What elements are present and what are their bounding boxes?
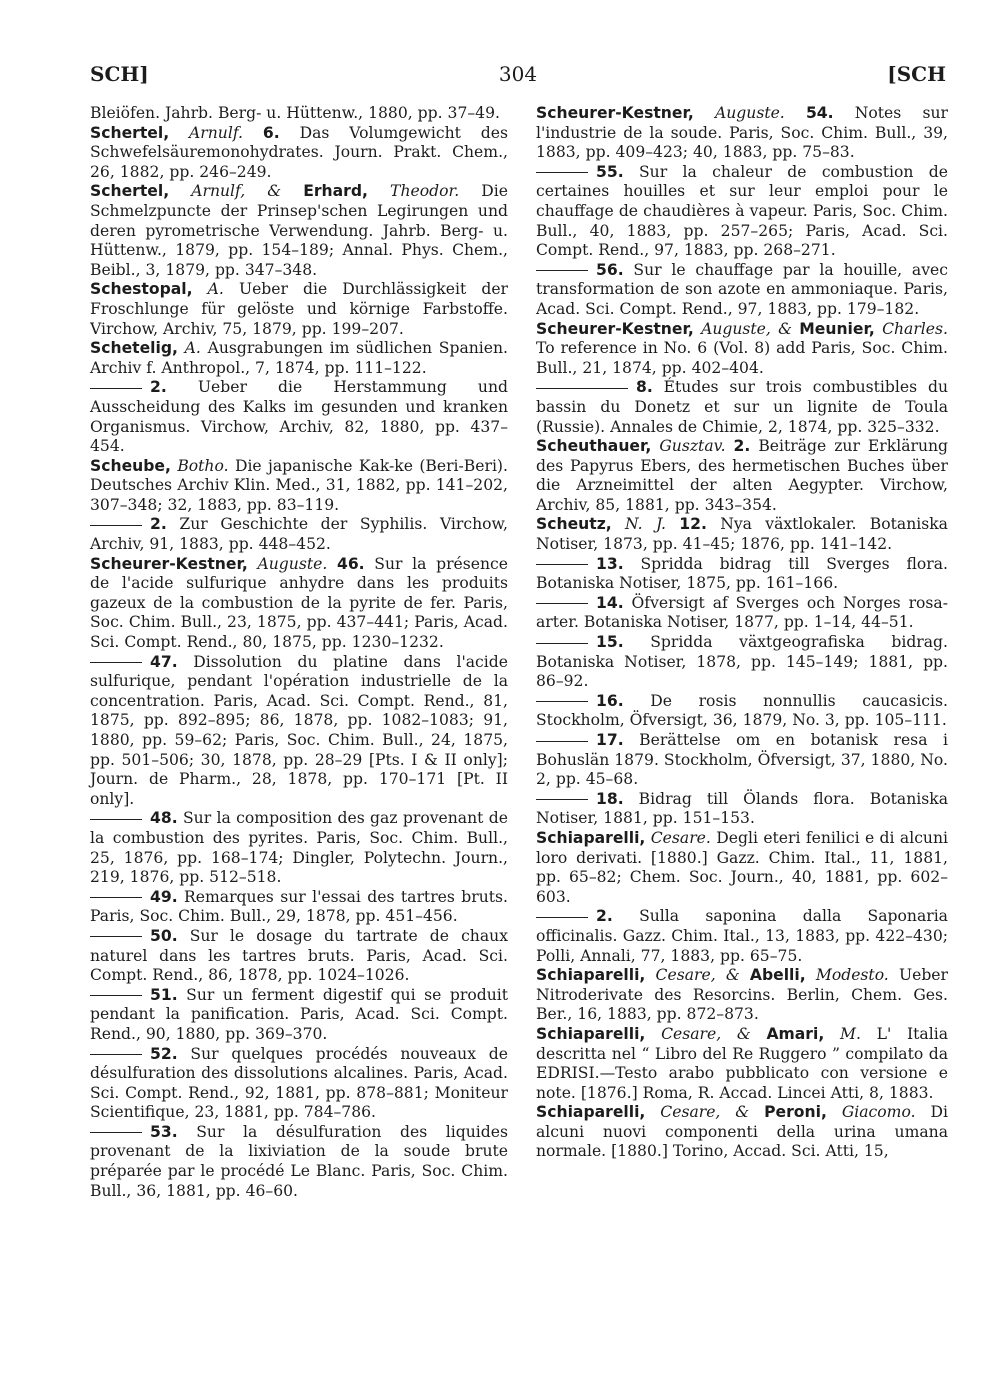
entry-text: Degli eteri fenilici e di alcuni loro derivati. [1880.] Gazz. Chim. Ital., 11, 1881, pp. 65–82; Chem. Soc. Journ., 40, 1881, pp. 602–603. [536, 828, 948, 906]
entry-number: 50. [150, 926, 178, 945]
entry-text: Beiträge zur Erklärung des Papyrus Ebers, des hermetischen Buches über die Arzneimittel der alten Aegypter. Virchow, Archiv, 85, 1881, pp. 343–354. [536, 437, 949, 514]
ditto-dash [536, 643, 588, 644]
entry-text: Sur la chaleur de combustion de certaines houilles et sur leur emploi pour le chauffage de chaudières à vapeur. Paris, Soc. Chim. Bull., 40, 1883, pp. 257–265; Paris, Acad. Sci. Compt. Rend., 97, 1883, pp. 268–271. [536, 162, 949, 260]
entry-number: 49. [150, 887, 178, 906]
entry-number: 52. [150, 1044, 178, 1063]
entry-text: Dissolution du platine dans l'acide sulfurique, pendant l'opération industrielle de la concentration. Paris, Acad. Sci. Compt. Rend., 81, 1875, pp. 892–895; 86, 1878, pp. 1082–1083; 91, 1880, pp. 59–62; Paris, Soc. Chim. Bull., 24, 1875, pp. 501–506; 30, 1878, pp. 28–29 [Pts. I & II only]; Journ. de Pharm., 28, 1878, pp. 170–171 [Pt. II only]. [90, 652, 508, 808]
entry-text: Bleiöfen. Jahrb. Berg- u. Hüttenw., 1880, pp. 37–49. [90, 104, 500, 122]
entry-author-given-name: Botho. [177, 456, 229, 475]
ditto-dash [536, 917, 588, 918]
entry-author: Schertel, [90, 123, 170, 142]
bibliography-entry [90, 378, 508, 456]
ditto-dash [536, 172, 588, 173]
ditto-dash [536, 799, 588, 800]
entry-text: Berättelse om en botanisk resa i Bohuslän 1879. Stockholm, Öfversigt, 37, 1880, No. 2, pp. 45–68. [536, 731, 948, 789]
entry-author-given-name: A. [207, 280, 224, 299]
bibliography-entry [536, 261, 948, 320]
entry-author-given-name: A. [184, 339, 201, 358]
header-left: SCH] [90, 62, 149, 86]
bibliography-entry [90, 555, 508, 653]
entry-text: Das Volumgewicht des Schwefelsäuremonohydrates. Journ. Prakt. Chem., 26, 1882, pp. 246–249. [90, 123, 508, 181]
ditto-dash [90, 897, 142, 898]
entry-author: Scheurer-Kestner, [90, 554, 248, 573]
entry-text: Ueber Nitroderivate des Resorcins. Berlin, Chem. Ges. Ber., 16, 1883, pp. 872–873. [536, 966, 948, 1024]
bibliography-entry [90, 888, 508, 927]
entry-text: Ueber die Durchlässigkeit der Froschlunge für gelöste und körnige Farbstoffe. Virchow, Archiv, 75, 1879, pp. 199–207. [90, 280, 508, 338]
entry-number: 2. [733, 437, 751, 456]
bibliography-entry [536, 594, 948, 633]
ditto-dash [90, 936, 142, 937]
entry-author: Scheube, [90, 456, 171, 475]
entry-text: Sur quelques procédés nouveaux de désulfuration des dissolutions alcalines. Paris, Acad. Sci. Compt. Rend., 92, 1881, pp. 878–881; Moniteur Scientifique, 23, 1881, pp. 784–786. [90, 1044, 508, 1122]
bibliography-entry [536, 437, 948, 515]
bibliography-entry [536, 692, 948, 731]
entry-author: Schetelig, [90, 339, 178, 358]
bibliography-entry [90, 1045, 508, 1123]
entry-text: Notes sur l'industrie de la soude. Paris, Soc. Chim. Bull., 39, 1883, pp. 409–423; 40, 1883, pp. 75–83. [536, 104, 948, 162]
entry-author-given-name: Cesare, & [660, 1103, 765, 1122]
ditto-dash [90, 995, 142, 996]
ditto-dash [90, 1054, 142, 1055]
left-column [90, 104, 508, 1201]
entry-coauthor-given-name: Theodor. [390, 182, 460, 201]
entry-number: 2. [150, 515, 167, 534]
entry-text: Die japanische Kak-ke (Beri-Beri). Deutsches Archiv Klin. Med., 31, 1882, pp. 141–202, 307–348; 32, 1883, pp. 83–119. [90, 456, 508, 514]
entry-number: 47. [150, 652, 178, 671]
ditto-dash [90, 525, 142, 526]
bibliography-entry [90, 182, 508, 280]
entry-author-given-name: Arnulf. [189, 123, 244, 142]
entry-number: 16. [596, 691, 624, 710]
bibliography-entry [90, 653, 508, 810]
entry-author-given-name: Gusztav. [659, 437, 726, 456]
bibliography-entry [536, 731, 948, 790]
bibliography-entry [536, 633, 948, 692]
page-number: 304 [498, 62, 538, 86]
entry-text: Sur la désulfuration des liquides provenant de la lixiviation de la soude brute préparée par le procédé Le Blanc. Paris, Soc. Chim. Bull., 36, 1881, pp. 46–60. [90, 1122, 508, 1200]
entry-author: Scheurer-Kestner, [536, 104, 694, 122]
entry-text: Bidrag till Ölands flora. Botaniska Notiser, 1881, pp. 151–153. [536, 789, 948, 828]
entry-text: Sur la présence de l'acide sulfurique anhydre dans les produits gazeux de la combustion de la pyrite de fer. Paris, Soc. Chim. Bull., 23, 1875, pp. 437–441; Paris, Acad. Sci. Compt. Rend., 80, 1875, pp. 1230–1232. [90, 554, 509, 652]
entry-coauthor: Peroni, [764, 1103, 827, 1122]
entry-coauthor: Abelli, [749, 966, 806, 985]
page-header [90, 62, 946, 92]
entry-author-given-name: Auguste. [257, 554, 328, 573]
bibliography-entry [90, 104, 508, 124]
bibliography-entry [536, 320, 948, 379]
bibliography-entry [536, 104, 948, 163]
entry-text: Sur un ferment digestif qui se produit pendant la panification. Paris, Acad. Sci. Compt. Rend., 90, 1880, pp. 369–370. [90, 985, 508, 1043]
entry-coauthor: Erhard, [303, 182, 368, 201]
entry-number: 46. [336, 554, 365, 573]
ditto-dash [536, 603, 588, 604]
entry-author: Scheurer-Kestner, [536, 319, 694, 338]
entry-text: Ueber die Herstammung und Ausscheidung des Kalks im gesunden und kranken Organismus. Virchow, Archiv, 82, 1880, pp. 437–454. [90, 378, 508, 456]
entry-author: Schiaparelli, [536, 1103, 646, 1122]
entry-coauthor-given-name: Charles. [882, 319, 948, 338]
entry-author-given-name: Auguste, & [701, 319, 800, 338]
entry-number: 14. [596, 593, 624, 612]
entry-number: 55. [596, 162, 624, 181]
ditto-dash [536, 564, 588, 565]
bibliography-entry [90, 457, 508, 516]
bibliography-entry [536, 1103, 948, 1162]
entry-coauthor-given-name: Modesto. [815, 966, 889, 985]
bibliography-entry [90, 1123, 508, 1201]
entry-author: Scheutz, [536, 515, 612, 534]
entry-text: Spridda bidrag till Sverges flora. Botaniska Notiser, 1875, pp. 161–166. [536, 554, 948, 593]
entry-number: 2. [150, 378, 167, 397]
entry-coauthor: Meunier, [799, 319, 875, 338]
bibliography-entry [90, 986, 508, 1045]
bibliography-entry [536, 555, 948, 594]
entry-author-given-name: N. J. [625, 515, 666, 534]
entry-number: 54. [805, 104, 834, 122]
bibliography-entry [90, 927, 508, 986]
bibliography-entry [90, 515, 508, 554]
entry-text: Remarques sur l'essai des tartres bruts. Paris, Soc. Chim. Bull., 29, 1878, pp. 451–456. [90, 887, 508, 926]
entry-author-given-name: Cesare, & [655, 966, 750, 985]
bibliography-entry [90, 280, 508, 339]
entry-author-given-name: Cesare, & [661, 1024, 767, 1043]
entry-text: Sur le chauffage par la houille, avec transformation de son azote en ammoniaque. Paris, Acad. Sci. Compt. Rend., 97, 1883, pp. 179–182. [536, 260, 948, 318]
bibliography-entry [536, 515, 948, 554]
ditto-dash [536, 741, 588, 742]
entry-number: 13. [596, 554, 624, 573]
entry-text: Études sur trois combustibles du bassin du Donetz et sur un lignite de Toula (Russie). Annales de Chimie, 2, 1874, pp. 325–332. [536, 378, 948, 436]
entry-text: Sulla saponina dalla Saponaria officinalis. Gazz. Chim. Ital., 13, 1883, pp. 422–430; Polli, Annali, 77, 1883, pp. 65–75. [536, 907, 948, 965]
entry-author-given-name: Arnulf, & [191, 182, 304, 201]
bibliography-entry [536, 829, 948, 907]
bibliography-entry [90, 809, 508, 887]
entry-text: Sur la composition des gaz provenant de la combustion des pyrites. Paris, Soc. Chim. Bull., 25, 1876, pp. 168–174; Dingler, Polytechn. Journ., 219, 1876, pp. 512–518. [90, 809, 508, 887]
entry-author-given-name: Auguste. [714, 104, 785, 122]
ditto-dash [90, 662, 142, 663]
bibliography-entry [90, 339, 508, 378]
entry-author: Schiaparelli, [536, 966, 646, 985]
right-column [536, 104, 948, 1162]
ditto-dash [536, 701, 588, 702]
entry-number: 51. [150, 985, 178, 1004]
bibliography-entry [90, 124, 508, 183]
entry-coauthor-given-name: M. [840, 1024, 861, 1043]
entry-text: Di alcuni nuovi componenti della urina umana normale. [1880.] Torino, Accad. Sci. Atti, 15, [536, 1103, 948, 1161]
entry-text: To reference in No. 6 (Vol. 8) add Paris, Soc. Chim. Bull., 21, 1874, pp. 402–404. [536, 339, 948, 377]
ditto-dash [90, 388, 142, 389]
bibliography-entry [536, 966, 948, 1025]
entry-text: Die Schmelzpuncte der Prinsep'schen Legirungen und deren pyrometrische Verwendung. Jahrb. Berg- u. Hüttenw., 1879, pp. 154–189; Annal. Phys. Chem., Beibl., 3, 1879, pp. 347–348. [90, 182, 508, 279]
entry-text: De rosis nonnullis caucasicis. Stockholm, Öfversigt, 36, 1879, No. 3, pp. 105–111. [536, 691, 948, 730]
entry-number: 6. [262, 123, 280, 142]
entry-number: 48. [150, 809, 178, 828]
entry-coauthor: Amari, [766, 1024, 825, 1043]
entry-text: Ausgrabungen im südlichen Spanien. Archiv f. Anthropol., 7, 1874, pp. 111–122. [90, 339, 508, 377]
bibliography-entry [536, 1025, 948, 1103]
entry-author-given-name: Cesare. [650, 828, 711, 847]
ditto-dash [536, 388, 628, 389]
entry-author: Scheuthauer, [536, 437, 652, 456]
entry-text: Sur le dosage du tartrate de chaux naturel dans les tartres bruts. Paris, Acad. Sci. Compt. Rend., 86, 1878, pp. 1024–1026. [90, 926, 508, 985]
entry-author: Schertel, [90, 182, 170, 201]
entry-author: Schiaparelli, [536, 1024, 646, 1043]
entry-text: Nya växtlokaler. Botaniska Notiser, 1873, pp. 41–45; 1876, pp. 141–142. [536, 515, 948, 554]
entry-text: Zur Geschichte der Syphilis. Virchow, Archiv, 91, 1883, pp. 448–452. [90, 515, 508, 554]
entry-coauthor-given-name: Giacomo. [841, 1103, 916, 1122]
bibliography-entry [536, 907, 948, 966]
entry-text: Öfversigt af Sverges och Norges rosa-arter. Botaniska Notiser, 1877, pp. 1–14, 44–51. [536, 593, 948, 632]
entry-author: Schiaparelli, [536, 828, 646, 847]
header-right: [SCH [887, 62, 946, 86]
entry-number: 56. [596, 260, 624, 279]
ditto-dash [536, 270, 588, 271]
entry-text: L' Italia descritta nel “ Libro del Re Ruggero ” compilato da EDRISI.—Testo arabo pubblicato con versione e note. [1876.] Roma, R. Accad. Lincei Atti, 8, 1883. [536, 1024, 948, 1102]
bibliography-entry [536, 163, 948, 261]
entry-text: Spridda växtgeografiska bidrag. Botaniska Notiser, 1878, pp. 145–149; 1881, pp. 86–92. [536, 633, 948, 691]
ditto-dash [90, 1132, 142, 1133]
entry-number: 2. [596, 907, 613, 926]
entry-number: 8. [636, 378, 653, 397]
bibliography-entry [536, 378, 948, 437]
ditto-dash [90, 819, 142, 820]
entry-number: 53. [150, 1122, 178, 1141]
entry-number: 17. [596, 731, 624, 749]
entry-number: 18. [596, 789, 624, 808]
entry-author: Schestopal, [90, 280, 193, 299]
entry-number: 12. [679, 515, 707, 534]
bibliography-entry [536, 790, 948, 829]
entry-number: 15. [596, 633, 624, 652]
